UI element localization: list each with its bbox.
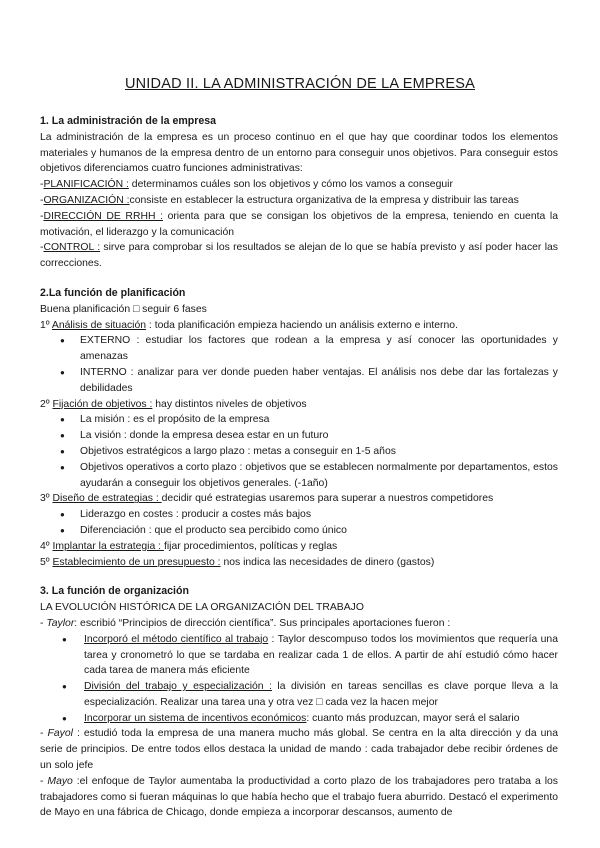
list-item-term: Incorporar un sistema de incentivos económicos	[84, 712, 307, 724]
list-item-text: : Taylor descompuso todos los movimientos que requería una tarea y cronometró lo que se tardaba en realizar cada 1 de ellos. A partir de ahí estudió cómo hacer cada tarea de manera más eficiente	[84, 633, 558, 677]
section-1-heading: 1. La administración de la empresa	[40, 115, 217, 127]
list-item-text: la división en tareas sencillas es clave porque lleva a la especialización. Realizar una tarea una y otra vez □ cada vez la hacen mejor	[84, 681, 558, 708]
list-item: ● Liderazgo en costes : producir a costes más bajos	[40, 507, 558, 523]
author-name: Mayo	[47, 775, 73, 787]
function-term: PLANIFICACIÓN :	[43, 179, 129, 191]
document-body	[40, 114, 558, 821]
dash: -	[40, 728, 48, 740]
list-item: ● La misión : es el propósito de la empresa	[40, 412, 558, 428]
section-3-heading: 3. La función de organización	[40, 585, 189, 598]
phase-2-list	[40, 412, 558, 491]
phase-1	[40, 318, 558, 334]
phase-term: Establecimiento de un presupuesto :	[52, 556, 221, 568]
list-item	[40, 679, 558, 711]
function-term: DIRECCIÓN DE RRHH :	[43, 210, 163, 222]
list-item	[40, 711, 558, 727]
author-name: Fayol	[47, 728, 73, 740]
phase-term: Análisis de situación	[51, 319, 147, 331]
list-item	[40, 632, 558, 679]
function-planificacion: -PLANIFICACIÓN : determinamos cuáles son los objetivos y cómo los vamos a conseguir	[40, 179, 453, 191]
phase-term: Diseño de estrategias :	[52, 493, 162, 505]
phase-5	[40, 555, 558, 571]
function-text: orienta para que se consigan los objetivos de la empresa, teniendo en cuenta la motivación, el liderazgo y la comunicación	[40, 210, 558, 238]
section-2-lead: Buena planificación □ seguir 6 fases	[40, 303, 207, 315]
phase-term: Fijación de objetivos :	[52, 398, 153, 410]
phase-number: 4º	[40, 540, 53, 552]
list-item-term: Incorporó el método científico al trabajo	[84, 633, 269, 645]
phase-term: Implantar la estrategia :	[52, 540, 164, 552]
list-item: ● Diferenciación : que el producto sea percibido como único	[40, 523, 558, 539]
phase-1-list	[40, 333, 558, 396]
function-text: sirve para comprobar si los resultados se alejan de lo que se había previsto y así poder hacer las correcciones.	[40, 242, 558, 270]
dash: -	[40, 775, 48, 787]
function-direccion: -DIRECCIÓN DE RRHH : orienta para que se consigan los objetivos de la empresa, teniendo en cuenta la motivación, el liderazgo y la comunicación	[40, 210, 558, 238]
author-text: :el enfoque de Taylor aumentaba la productividad a corto plazo de los trabajadores pero trataba a los trabajadores como si fueran máquinas lo que había hecho que el trabajo fuera aburrido. Destacó el experimento de Mayo en una fábrica de Chicago, donde empieza a incorporar descansos, aumento de	[40, 775, 558, 819]
section-3-subtitle: LA EVOLUCIÓN HISTÓRICA DE LA ORGANIZACIÓN DEL TRABAJO	[40, 602, 364, 614]
author-name: Taylor	[46, 617, 75, 629]
phase-text: hay distintos niveles de objetivos	[152, 398, 307, 410]
phase-number: 2º	[40, 398, 53, 410]
function-control: -CONTROL : sirve para comprobar si los resultados se alejan de lo que se había previsto y así poder hacer las correcciones.	[40, 242, 558, 270]
phase-3-list	[40, 507, 558, 539]
dash: -	[40, 617, 47, 629]
function-text: determinamos cuáles son los objetivos y cómo los vamos a conseguir	[128, 179, 453, 191]
phase-text: decidir qué estrategias usaremos para superar a nuestros competidores	[161, 493, 494, 505]
phase-number: 3º	[40, 493, 53, 505]
list-item: ● INTERNO : analizar para ver donde pueden haber ventajas. El análisis nos debe dar las fortalezas y debilidades	[40, 365, 558, 397]
list-item-text: : cuanto más produzcan, mayor será el salario	[306, 712, 520, 724]
phase-3	[40, 491, 558, 507]
page-title: UNIDAD II. LA ADMINISTRACIÓN DE LA EMPRESA	[124, 76, 476, 92]
list-item: ● Objetivos estratégicos a largo plazo : metas a conseguir en 1-5 años	[40, 444, 558, 460]
author-text: : escribió “Principios de dirección científica”. Sus principales aportaciones fueron :	[74, 617, 451, 629]
mayo-paragraph	[40, 774, 558, 821]
list-item: ● Objetivos operativos a corto plazo : objetivos que se establecen normalmente por departamentos, estos ayudarán a conseguir los objetivos generales. (-1año)	[40, 460, 558, 492]
phase-text: nos indica las necesidades de dinero (gastos)	[220, 556, 435, 568]
taylor-list	[40, 632, 558, 727]
phase-number: 1º	[40, 319, 52, 331]
phase-text: : toda planificación empieza haciendo un análisis externo e interno.	[146, 319, 458, 331]
function-term: CONTROL :	[43, 242, 101, 254]
taylor-paragraph	[40, 616, 558, 632]
function-term: ORGANIZACIÓN :	[43, 194, 130, 206]
list-item-term: División del trabajo y especialización :	[84, 681, 272, 693]
phase-text: fijar procedimientos, políticas y reglas	[163, 540, 338, 552]
author-text: : estudió toda la empresa de una manera mucho más global. Se centra en la alta dirección y da una serie de principios. De entre todos ellos destaca la unidad de mando : cada trabajador debe recibir órdenes de un solo jefe	[40, 728, 558, 772]
phase-number: 5º	[40, 556, 53, 568]
list-item: ● La visión : donde la empresa desea estar en un futuro	[40, 428, 558, 444]
section-1-intro: La administración de la empresa es un proceso continuo en el que hay que coordinar todos los elementos materiales y humanos de la empresa dentro de un entorno para conseguir unos objetivos. Para conseguir estos objetivos diferenciamos cuatro funciones administrativas:	[40, 131, 558, 175]
function-organizacion: -ORGANIZACIÓN :consiste en establecer la estructura organizativa de la empresa y distribuir las tareas	[40, 194, 519, 206]
phase-2	[40, 397, 558, 413]
function-text: consiste en establecer la estructura organizativa de la empresa y distribuir las tareas	[129, 194, 519, 206]
section-2-heading: 2.La función de planificación	[40, 286, 186, 299]
phase-4	[40, 539, 558, 555]
fayol-paragraph	[40, 726, 558, 773]
list-item: ● EXTERNO : estudiar los factores que rodean a la empresa y así conocer las oportunidades y amenazas	[40, 333, 558, 365]
